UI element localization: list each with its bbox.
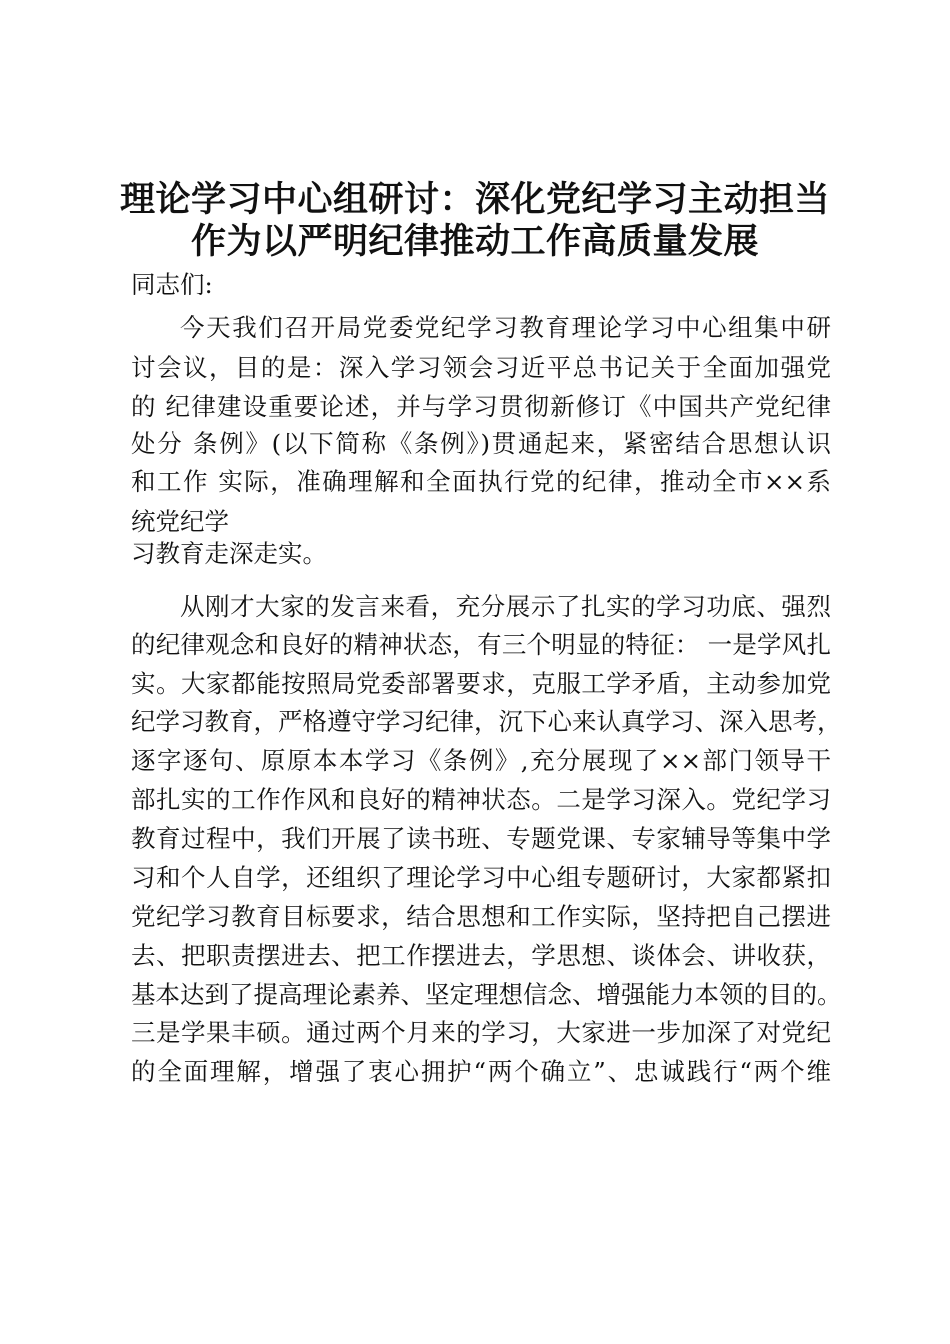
paragraph-1-line: 习教育走深走实。 xyxy=(131,539,327,568)
paragraph-2-line: 基本达到了提高理论素养、坚定理想信念、增强能力本领的目的。 xyxy=(131,980,842,1009)
paragraph-2-line: 去、把职责摆进去、把工作摆进去，学思想、谈体会、讲收获， xyxy=(131,941,831,970)
paragraph-2-line: 三是学果丰硕。通过两个月来的学习，大家进一步加深了对党纪 xyxy=(131,1018,831,1047)
paragraph-2-line: 的全面理解，增强了衷心拥护“两个确立”、忠诚践行“两个维 xyxy=(131,1057,831,1086)
document-title-line-1: 理论学习中心组研讨：深化党纪学习主动担当 xyxy=(119,180,830,220)
document-title-line-2: 作为以严明纪律推动工作高质量发展 xyxy=(190,222,759,262)
paragraph-2-line: 教育过程中，我们开展了读书班、专题党课、专家辅导等集中学 xyxy=(131,824,831,853)
paragraph-1-line: 今天我们召开局党委党纪学习教育理论学习中心组集中研 xyxy=(180,313,831,342)
paragraph-1-line: 处分 条例》(以下简称《条例》)贯通起来，紧密结合思想认识 xyxy=(131,429,831,458)
paragraph-1-line: 讨会议，目的是：深入学习领会习近平总书记关于全面加强党 xyxy=(131,353,831,382)
paragraph-2-line: 从刚才大家的发言来看，充分展示了扎实的学习功底、强烈 xyxy=(180,592,831,621)
paragraph-2-line: 纪学习教育，严格遵守学习纪律，沉下心来认真学习、深入思考， xyxy=(131,707,842,736)
paragraph-2-line: 逐字逐句、原原本本学习《条例》,充分展现了××部门领导干 xyxy=(131,746,831,775)
paragraph-2-line: 实。大家都能按照局党委部署要求，克服工学矛盾，主动参加党 xyxy=(131,669,831,698)
salutation: 同志们: xyxy=(131,270,213,299)
paragraph-1-line: 的 纪律建设重要论述，并与学习贯彻新修订《中国共产党纪律 xyxy=(131,392,831,421)
paragraph-2-line: 党纪学习教育目标要求，结合思想和工作实际，坚持把自己摆进 xyxy=(131,902,831,931)
paragraph-2-line: 习和个人自学，还组织了理论学习中心组专题研讨，大家都紧扣 xyxy=(131,863,831,892)
paragraph-2-line: 部扎实的工作作风和良好的精神状态。二是学习深入。党纪学习 xyxy=(131,785,831,814)
paragraph-1-line: 和工作 实际，准确理解和全面执行党的纪律，推动全市××系 xyxy=(131,467,831,496)
paragraph-1-line: 统党纪学 xyxy=(131,507,229,536)
paragraph-2-line: 的纪律观念和良好的精神状态，有三个明显的特征： 一是学风扎 xyxy=(131,630,831,659)
